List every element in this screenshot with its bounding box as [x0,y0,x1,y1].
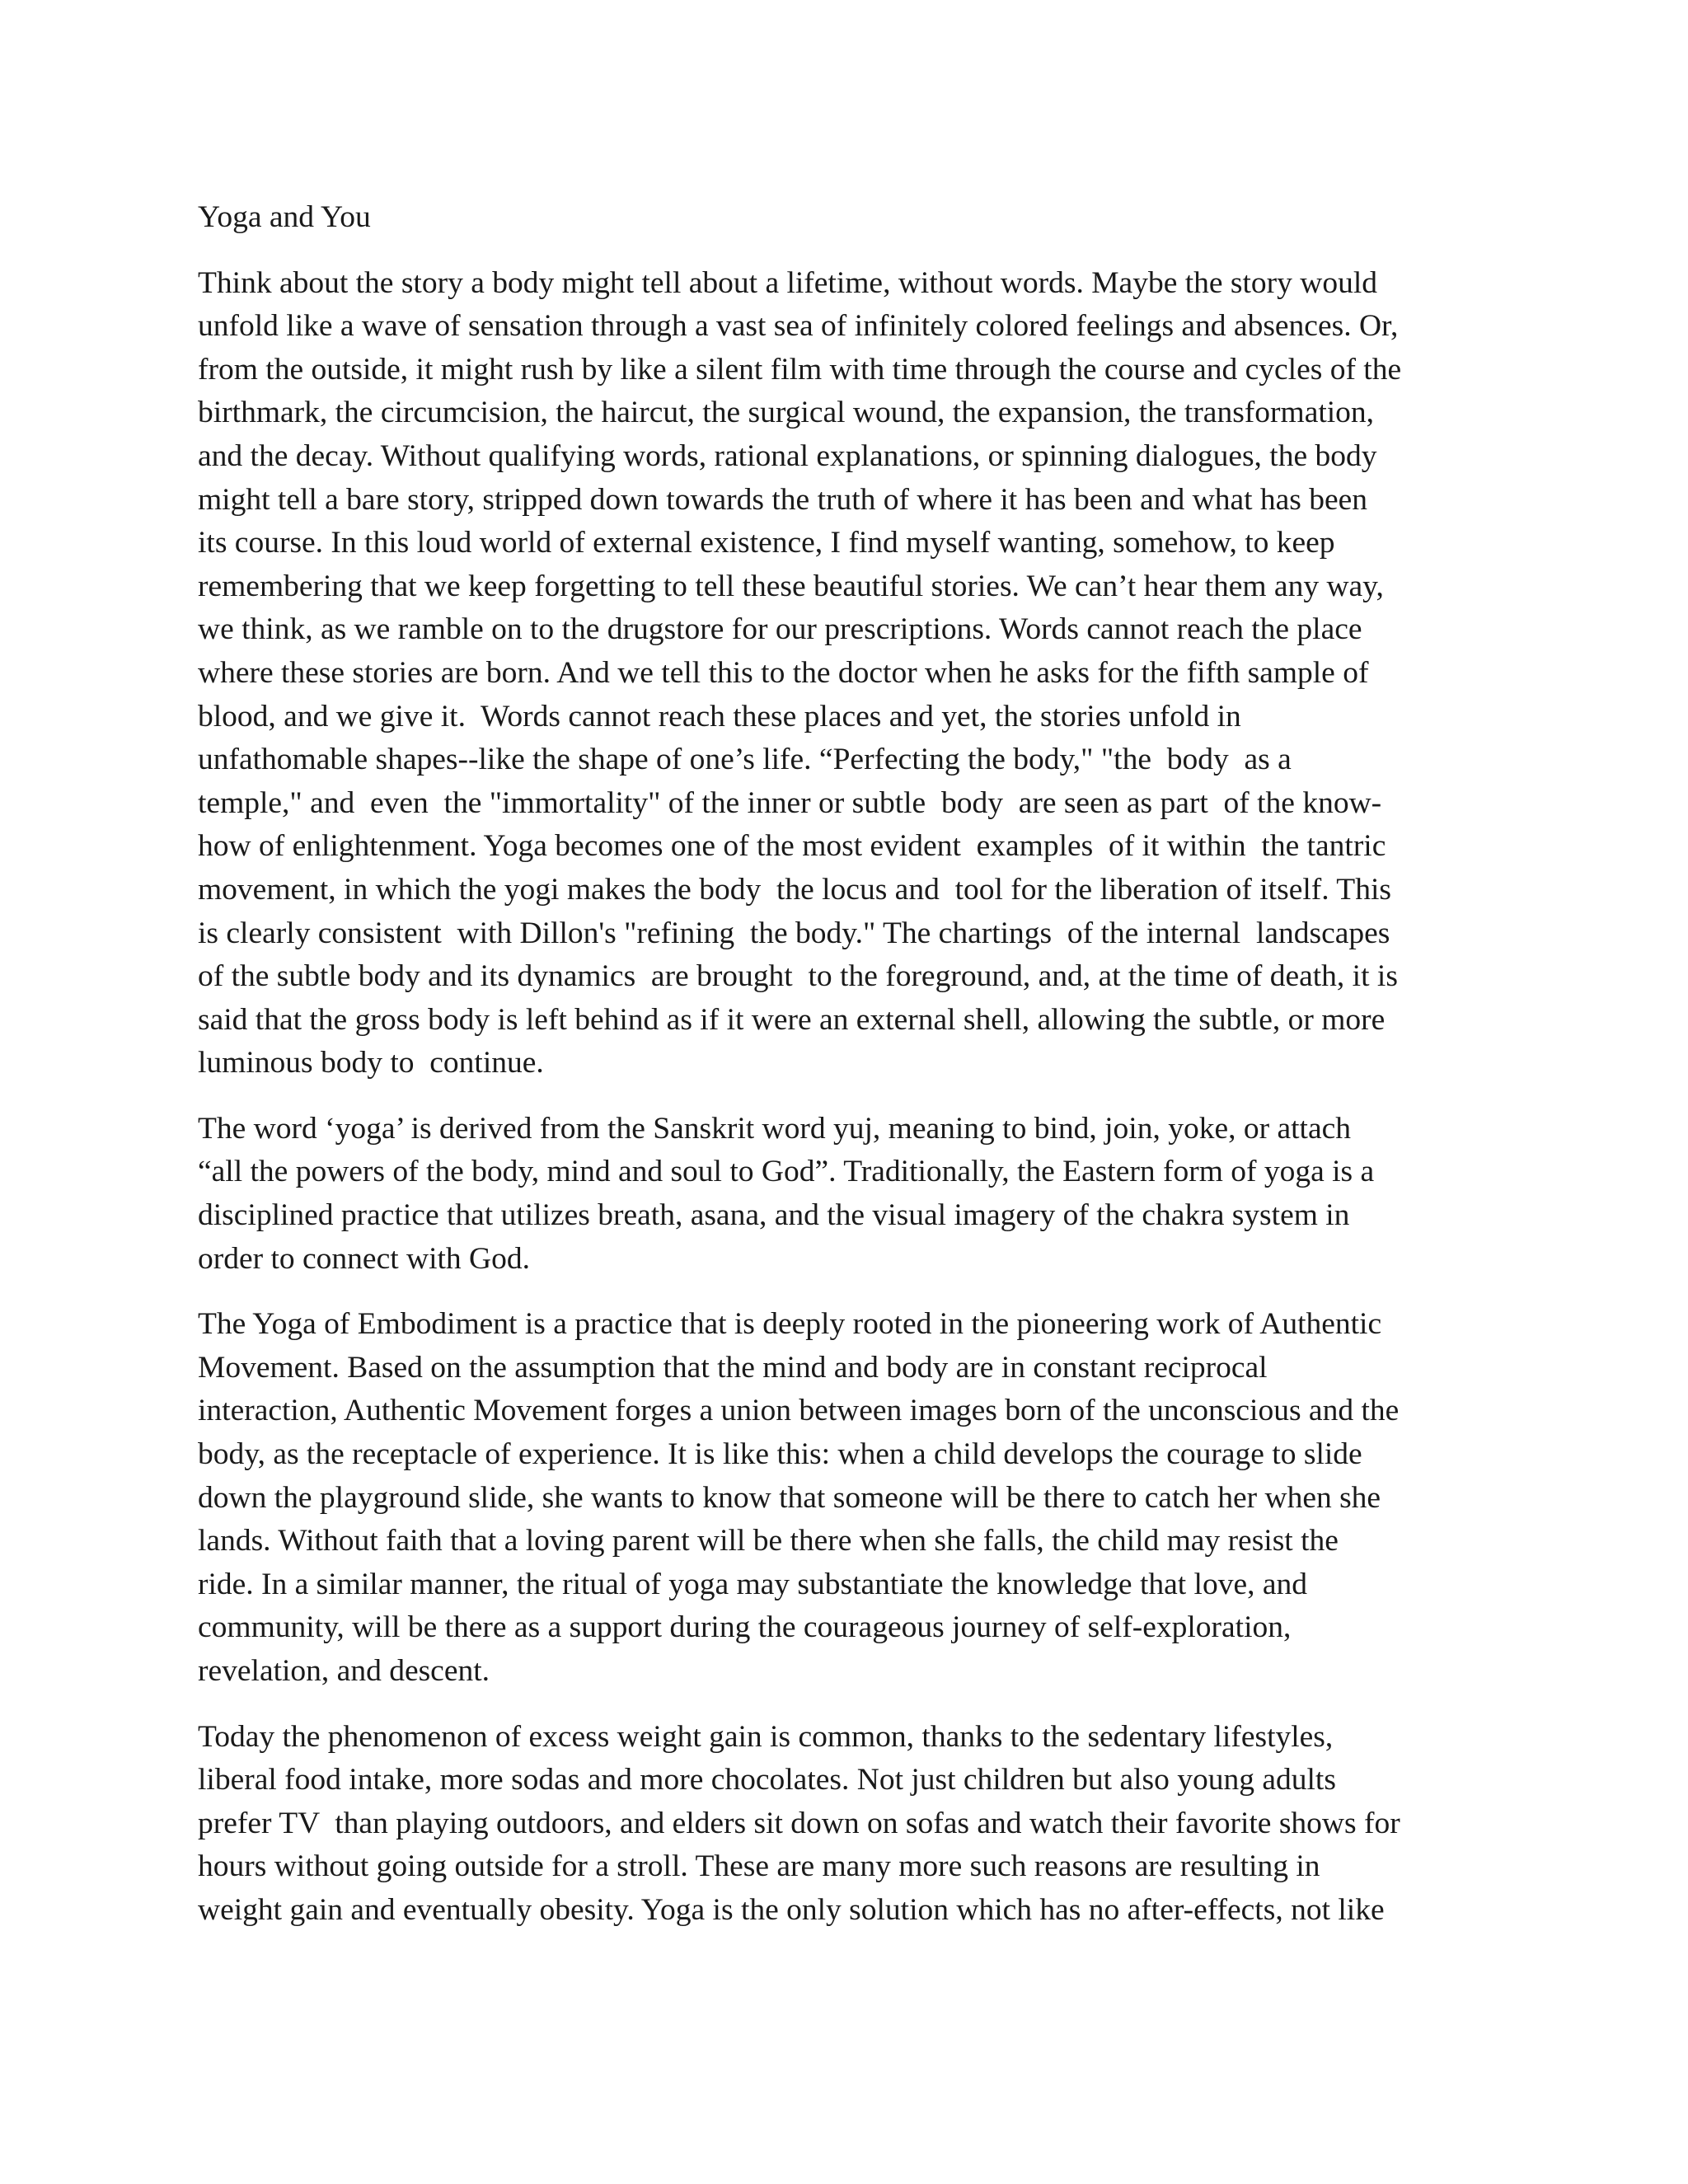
text-line: blood, and we give it. Words cannot reach these places and yet, the stories unfold in [198,699,1241,733]
text-line: movement, in which the yogi makes the body the locus and tool for the liberation of itself. This [198,872,1391,907]
text-line: luminous body to continue. [198,1046,544,1080]
text-line: hours without going outside for a stroll. These are many more such reasons are resulting in [198,1849,1320,1884]
paragraph-1 [198,262,1500,1085]
text-line: its course. In this loud world of external existence, I find myself wanting, somehow, to keep [198,526,1335,560]
text-line: of the subtle body and its dynamics are brought to the foreground, and, at the time of death, it is [198,959,1398,994]
text-line: down the playground slide, she wants to know that someone will be there to catch her when she [198,1480,1381,1515]
text-line: prefer TV than playing outdoors, and elders sit down on sofas and watch their favorite shows for [198,1806,1400,1840]
paragraph-3 [198,1303,1500,1693]
text-line: revelation, and descent. [198,1654,490,1688]
text-line: from the outside, it might rush by like a silent film with time through the course and cycles of the [198,352,1402,387]
paragraph-4 [198,1716,1500,1933]
text-line: Today the phenomenon of excess weight gain is common, thanks to the sedentary lifestyles, [198,1719,1334,1754]
paragraph-2 [198,1108,1500,1281]
text-line: how of enlightenment. Yoga becomes one of the most evident examples of it within the tantric [198,829,1386,864]
text-line: liberal food intake, more sodas and more chocolates. Not just children but also young adults [198,1763,1336,1797]
text-line: Think about the story a body might tell about a lifetime, without words. Maybe the story would [198,265,1378,300]
text-line: temple," and even the "immortality" of the inner or subtle body are seen as part of the know- [198,785,1382,820]
paragraph-list [198,262,1500,1933]
text-line: lands. Without faith that a loving parent will be there when she falls, the child may resist the [198,1524,1339,1558]
text-line: interaction, Authentic Movement forges a union between images born of the unconscious and the [198,1394,1400,1428]
text-line: might tell a bare story, stripped down towards the truth of where it has been and what has been [198,482,1368,517]
document-title: Yoga and You [198,200,371,234]
text-line: we think, as we ramble on to the drugstore for our prescriptions. Words cannot reach the place [198,612,1362,647]
document-body [198,196,1500,1955]
text-line: community, will be there as a support during the courageous journey of self-exploration, [198,1610,1292,1645]
text-line: ride. In a similar manner, the ritual of yoga may substantiate the knowledge that love, and [198,1567,1308,1601]
text-line: body, as the receptacle of experience. It is like this: when a child develops the courage to slide [198,1437,1362,1472]
text-line: unfold like a wave of sensation through a vast sea of infinitely colored feelings and absences. Or, [198,309,1399,344]
text-line: The word ‘yoga’ is derived from the Sanskrit word yuj, meaning to bind, join, yoke, or attach [198,1111,1351,1146]
text-line: disciplined practice that utilizes breath, asana, and the visual imagery of the chakra system in [198,1198,1350,1233]
text-line: weight gain and eventually obesity. Yoga is the only solution which has no after-effects, not like [198,1892,1385,1927]
text-line: is clearly consistent with Dillon's "refining the body." The chartings of the internal landscapes [198,916,1390,950]
text-line: The Yoga of Embodiment is a practice that is deeply rooted in the pioneering work of Authentic [198,1307,1382,1342]
text-line: unfathomable shapes--like the shape of one’s life. “Perfecting the body," "the body as a [198,743,1292,777]
text-line: said that the gross body is left behind as if it were an external shell, allowing the subtle, or more [198,1002,1386,1037]
text-line: and the decay. Without qualifying words, rational explanations, or spinning dialogues, the body [198,438,1377,473]
text-line: order to connect with God. [198,1241,531,1276]
text-line: where these stories are born. And we tell this to the doctor when he asks for the fifth sample of [198,655,1369,690]
text-line: “all the powers of the body, mind and soul to God”. Traditionally, the Eastern form of yoga is a [198,1155,1375,1189]
text-line: Movement. Based on the assumption that the mind and body are in constant reciprocal [198,1350,1268,1385]
text-line: birthmark, the circumcision, the haircut, the surgical wound, the expansion, the transformation, [198,396,1375,430]
text-line: remembering that we keep forgetting to tell these beautiful stories. We can’t hear them any way, [198,569,1384,603]
